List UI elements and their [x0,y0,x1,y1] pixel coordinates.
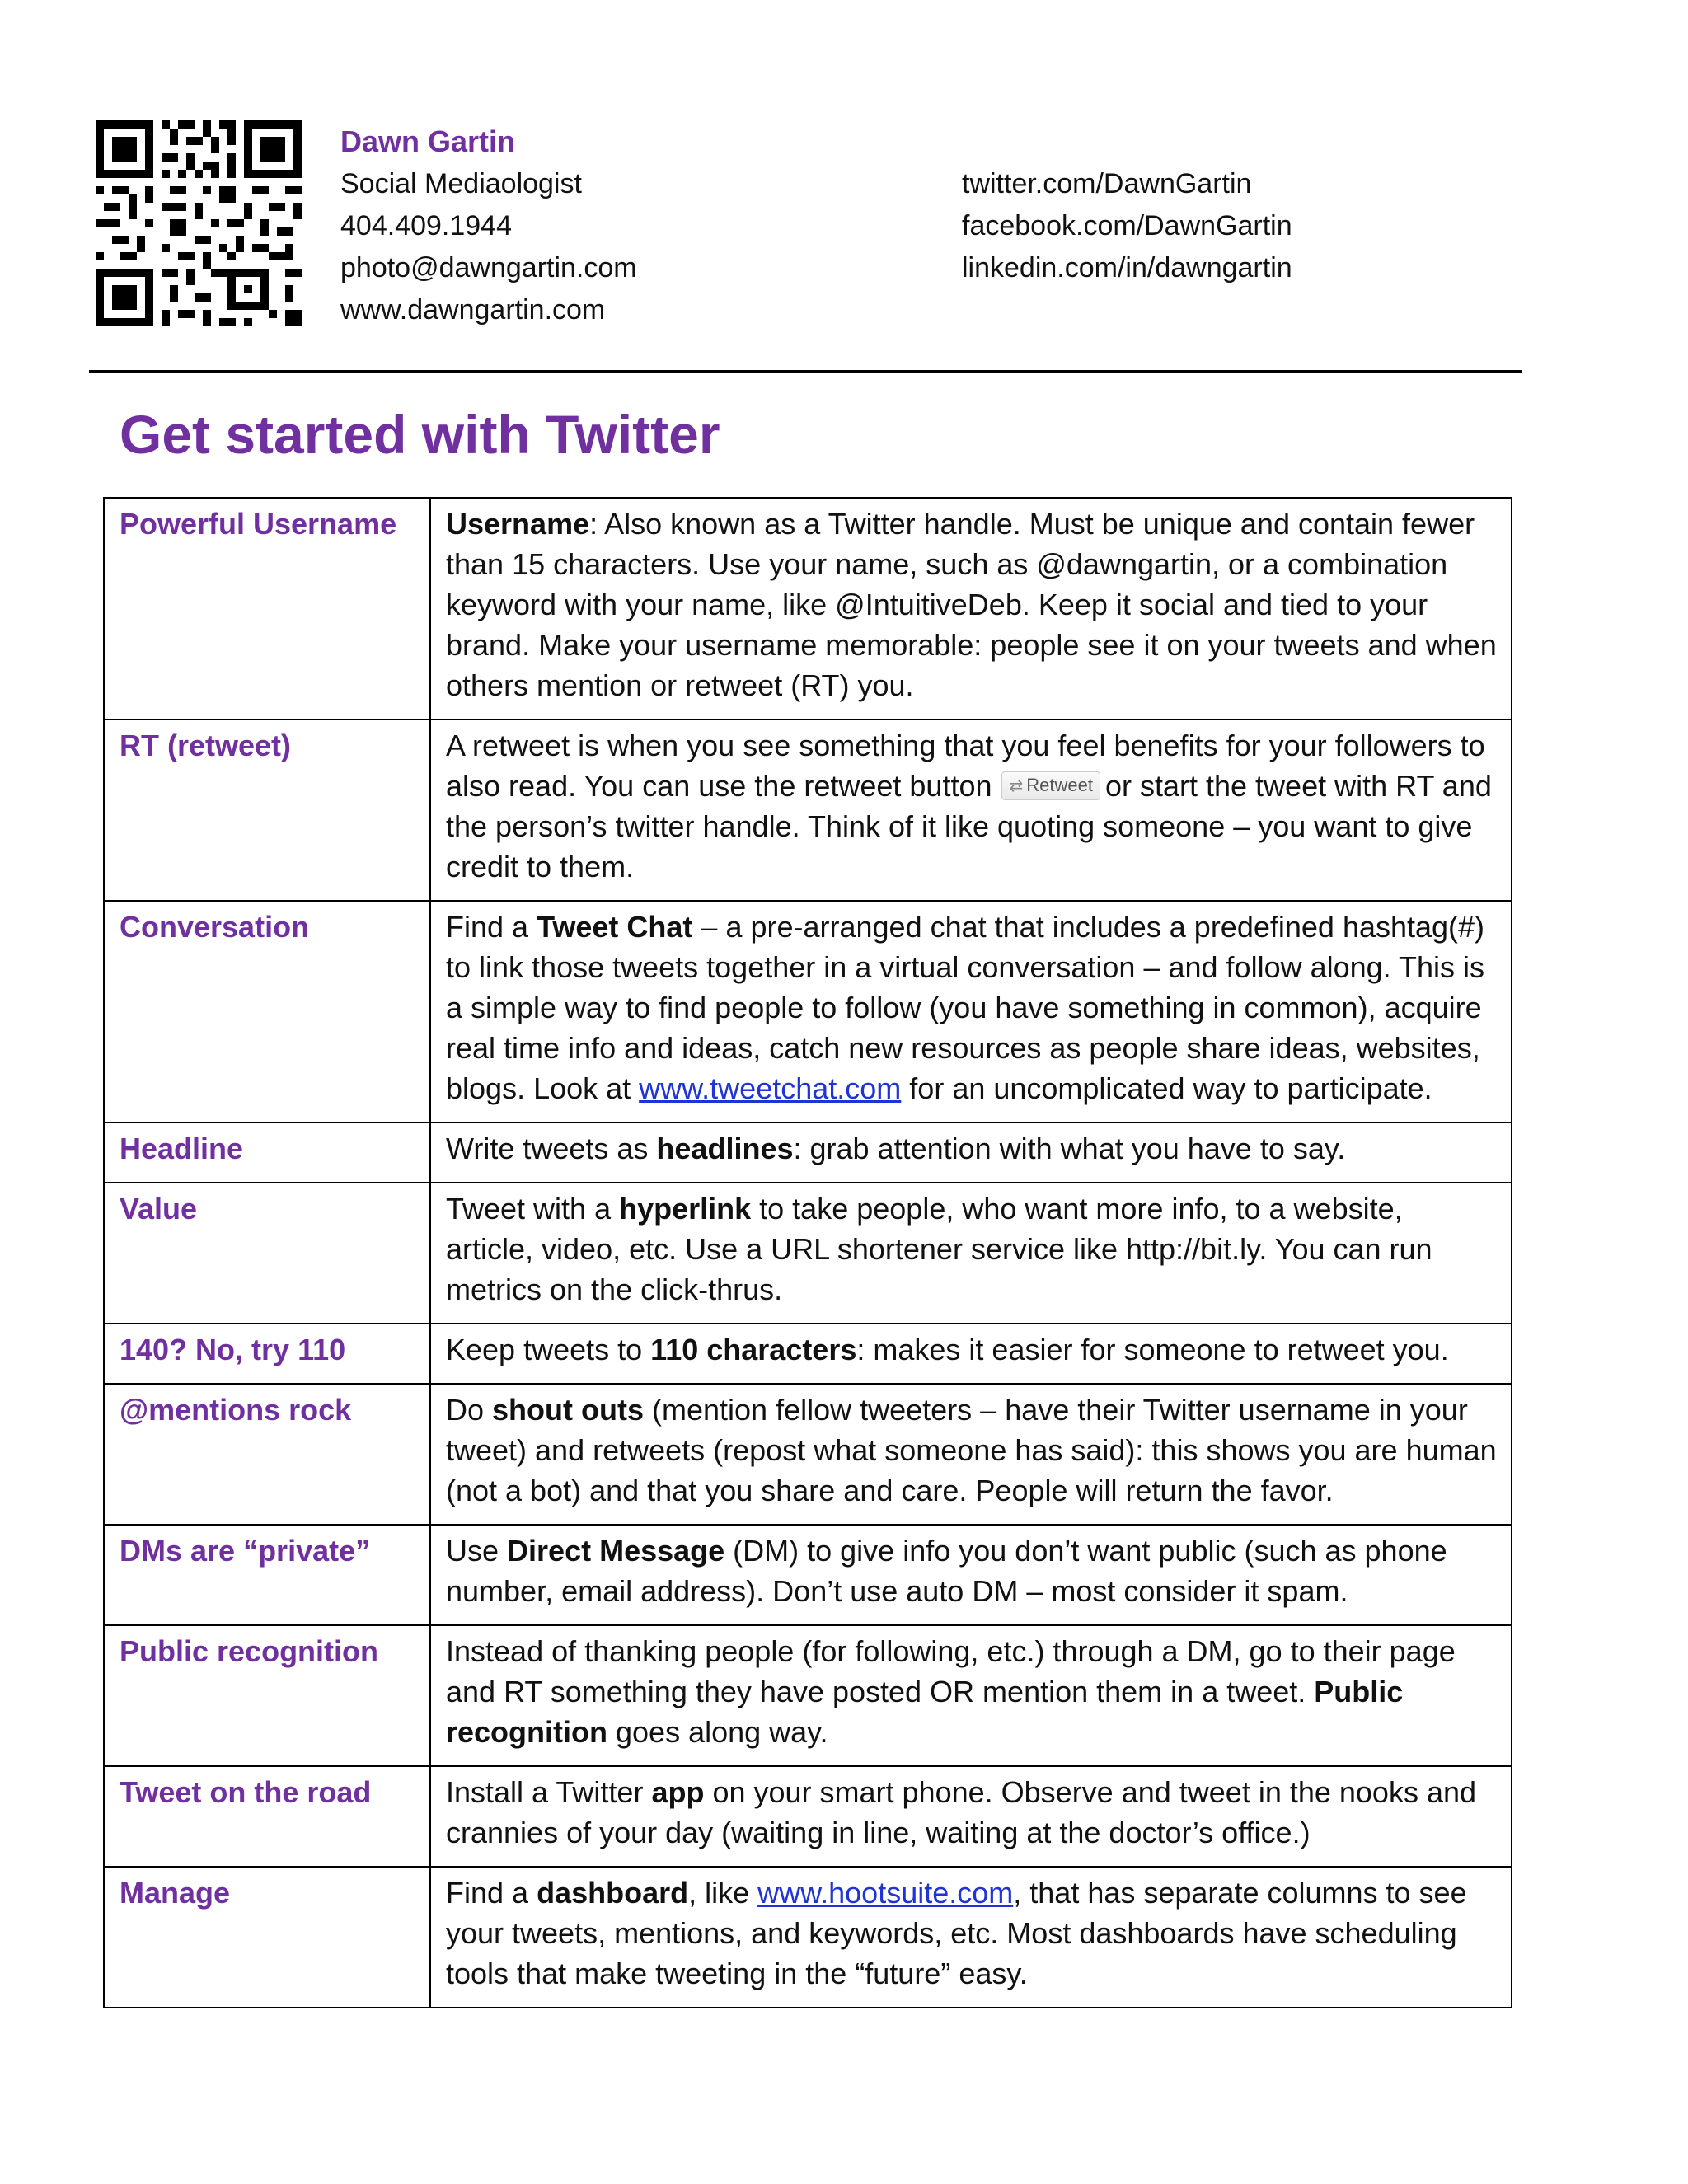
table-row [104,1122,1512,1183]
author-phone: 404.409.1944 [340,210,512,241]
bold-term: Username [446,507,590,541]
desc-text: Use [446,1534,508,1568]
qr-code-image [96,120,302,326]
bold-term: app [651,1775,705,1809]
row-description [430,1122,1512,1183]
desc-text: Find a [446,910,537,944]
row-term: 140? No, try 110 [104,1324,430,1384]
desc-text: goes along way. [607,1715,828,1749]
tweetchat-link[interactable]: www.tweetchat.com [639,1071,902,1105]
table-row [104,1324,1512,1384]
row-term: Public recognition [104,1625,430,1766]
twitter-url: twitter.com/DawnGartin [962,168,1252,199]
desc-text: Do [446,1393,493,1427]
table-row [104,498,1512,719]
table-row [104,1625,1512,1766]
row-description [430,1766,1512,1867]
desc-text: , that has separate columns to see your tweets, mentions, and keywords, etc. Most dashboards have scheduling tools that make tweeting in the “future” easy. [446,1876,1467,1990]
table-row [104,1384,1512,1525]
table-row [104,719,1512,901]
contact-block-left [340,120,917,331]
desc-text: A retweet is when you see something that you feel benefits for your followers to also read. You can use the retweet button [446,729,1485,803]
desc-text: Tweet with a [446,1192,620,1226]
desc-text: : Also known as a Twitter handle. Must be unique and contain fewer than 15 characters. Use your name, such as @dawngartin, or a combination keyword with your name, like @IntuitiveDeb. Keep it social and tied to your brand. Make your username memorable: people see it on your tweets and when others mention or retweet (RT) you. [446,507,1497,702]
table-row [104,901,1512,1122]
table-row [104,1183,1512,1324]
desc-text: – a pre-arranged chat that includes a predefined hashtag(#) to link those tweets together in a virtual conversation – and follow along. This is a simple way to find people to follow (you have something in common), acquire real time info and ideas, catch new resources as people share ideas, websites, blogs. Look at [446,910,1485,1105]
bold-term: hyperlink [619,1192,752,1226]
bold-term: dashboard [537,1876,689,1910]
bold-term: Public recognition [446,1675,1404,1749]
row-term: Tweet on the road [104,1766,430,1867]
author-website: www.dawngartin.com [340,294,606,326]
desc-text: Write tweets as [446,1132,657,1165]
row-term: Value [104,1183,430,1324]
row-description [430,901,1512,1122]
row-description [430,1867,1512,2008]
retweet-button[interactable] [1001,771,1100,800]
author-name: Dawn Gartin [340,124,516,158]
row-term: Manage [104,1867,430,2008]
desc-text: : grab attention with what you have to say. [793,1132,1346,1165]
hootsuite-link[interactable]: www.hootsuite.com [757,1876,1014,1910]
row-term: Headline [104,1122,430,1183]
bold-term: shout outs [492,1393,645,1427]
row-description [430,1324,1512,1384]
row-term: Powerful Username [104,498,430,719]
contact-block-right [962,163,1539,289]
row-term: Conversation [104,901,430,1122]
table-row [104,1525,1512,1625]
row-description [430,1525,1512,1625]
author-title: Social Mediaologist [340,168,582,199]
row-description [430,1384,1512,1525]
desc-text: Install a Twitter [446,1775,652,1809]
row-description [430,1625,1512,1766]
bold-term: 110 characters [650,1333,857,1366]
header-divider [89,370,1522,373]
desc-text: or start the tweet with RT and the person’s twitter handle. Think of it like quoting someone – you want to give credit to them. [446,769,1492,883]
desc-text: on your smart phone. Observe and tweet in the nooks and crannies of your day (waiting in line, waiting at the doctor’s office.) [446,1775,1477,1849]
desc-text: for an uncomplicated way to participate. [901,1071,1432,1105]
table-row [104,1867,1512,2008]
bold-term: Tweet Chat [537,910,693,944]
page-title: Get started with Twitter [120,404,720,465]
table-row [104,1766,1512,1867]
desc-text: , like [688,1876,758,1910]
desc-text: Keep tweets to [446,1333,651,1366]
retweet-button-label: Retweet [1026,775,1093,795]
author-email: photo@dawngartin.com [340,252,637,284]
desc-text: : makes it easier for someone to retweet you. [856,1333,1449,1366]
row-description [430,1183,1512,1324]
desc-text: Instead of thanking people (for following, etc.) through a DM, go to their page and RT something they have posted OR mention them in a tweet. [446,1634,1456,1708]
facebook-url: facebook.com/DawnGartin [962,210,1292,241]
row-description [430,498,1512,719]
row-term: DMs are “private” [104,1525,430,1625]
retweet-icon: ⇄ [1009,777,1024,795]
row-description [430,719,1512,901]
desc-text: (DM) to give info you don’t want public (such as phone number, email address). Don’t use auto DM – most consider it spam. [446,1534,1447,1608]
row-term: RT (retweet) [104,719,430,901]
bold-term: headlines [656,1132,794,1165]
linkedin-url: linkedin.com/in/dawngartin [962,252,1292,284]
desc-text: (mention fellow tweeters – have their Twitter username in your tweet) and retweets (repost what someone has said): this shows you are human (not a bot) and that you share and care. People will return the favor. [446,1393,1497,1507]
desc-text: to take people, who want more info, to a website, article, video, etc. Use a URL shortener service like http://bit.ly. You can run metrics on the click-thrus. [446,1192,1432,1306]
tips-table [103,497,1512,2008]
bold-term: Direct Message [507,1534,725,1568]
desc-text: Find a [446,1876,537,1910]
row-term: @mentions rock [104,1384,430,1525]
